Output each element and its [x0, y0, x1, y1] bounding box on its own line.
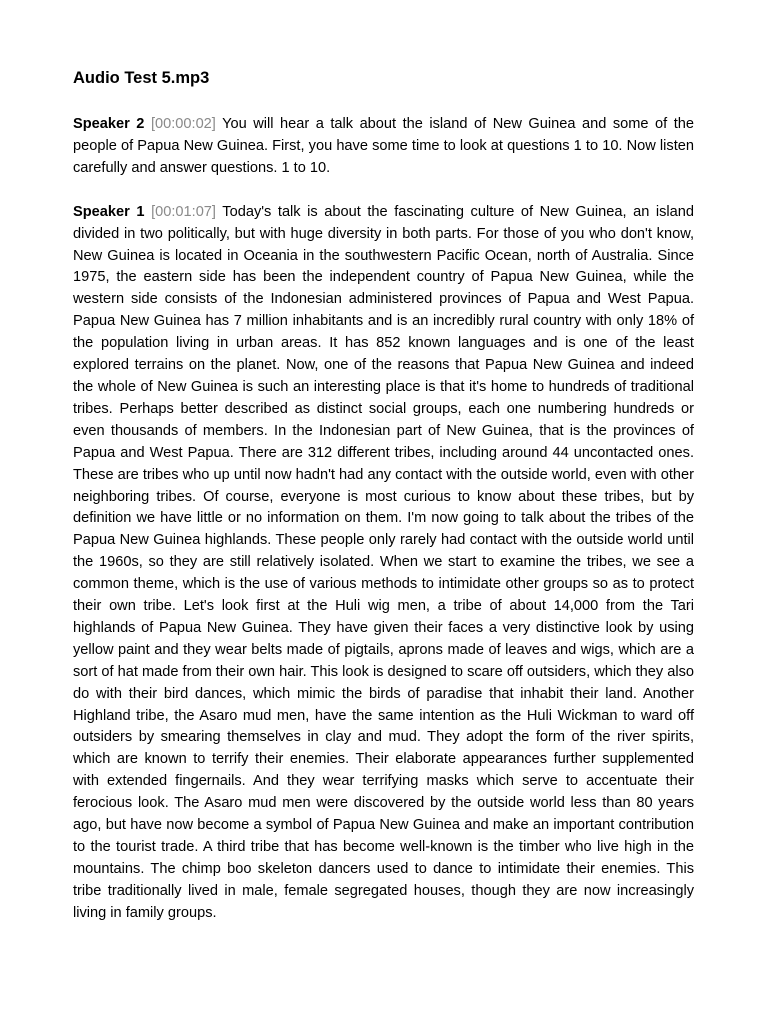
speaker-label: Speaker 2 — [73, 116, 145, 132]
document-page — [73, 64, 694, 947]
timestamp: [00:00:02] — [150, 116, 216, 132]
transcript-text: You will hear a talk about the island of New Guinea and some of the people of Papua New Guinea. First, you have some time to look at questions 1 to 10. Now listen carefully and answer questions. 1 to 10. — [73, 116, 694, 176]
transcript-text: Today's talk is about the fascinating culture of New Guinea, an island divided in two politically, but with huge diversity in both parts. For those of you who don't know, New Guinea is located in Oceania in the southwestern Pacific Ocean, north of Australia. Since 1975, the eastern side has been the independent country of Papua New Guinea, while the western side consists of the Indonesian administered provinces of Papua and West Papua. Papua New Guinea has 7 million inhabitants and is an incredibly rural country with only 18% of the population living in urban areas. It has 852 known languages and is one of the least explored terrains on the planet. Now, one of the reasons that Papua New Guinea and indeed the whole of New Guinea is such an interesting place is that it's home to hundreds of traditional tribes. Perhaps better described as distinct social groups, each one numbering hundreds or even thousands of members. In the Indonesian part of New Guinea, that is the provinces of Papua and West Papua. There are 312 different tribes, including around 44 uncontacted ones. These are tribes who up until now hadn't had any contact with the outside world, even with other neighboring tribes. Of course, everyone is most curious to know about these tribes, but by definition we have little or no information on them. I'm now going to talk about the tribes of the Papua New Guinea highlands. These people only rarely had contact with the outside world until the 1960s, so they are still relatively isolated. When we start to examine the tribes, we see a common theme, which is the use of various methods to intimidate other groups so as to protect their own tribe. Let's look first at the Huli wig men, a tribe of about 14,000 from the Tari highlands of Papua New Guinea. They have given their faces a very distinctive look by using yellow paint and they wear belts made of pigtails, aprons made of leaves and wigs, which are a sort of hat made from their own hair. This look is designed to scare off outsiders, which they also do with their bird dances, which mimic the birds of paradise that inhabit their land. Another Highland tribe, the Asaro mud men, have the same intention as the Huli Wickman to ward off outsiders by smearing themselves in clay and mud. They adopt the form of the river spirits, which are known to terrify their enemies. Their elaborate appearances further supplemented with extended fingernails. And they wear terrifying masks which serve to accentuate their ferocious look. The Asaro mud men were discovered by the outside world less than 80 years ago, but have now become a symbol of Papua New Guinea and make an important contribution to the tourist trade. A third tribe that has become well-known is the timber who live high in the mountains. The chimp boo skeleton dancers used to dance to intimidate their enemies. This tribe traditionally lived in male, female segregated houses, though they are now increasingly living in family groups. — [73, 203, 695, 921]
document-title: Audio Test 5.mp3 — [73, 69, 210, 87]
transcript-entry — [73, 202, 694, 925]
timestamp: [00:01:07] — [151, 203, 216, 220]
speaker-label: Speaker 1 — [73, 203, 145, 220]
transcript-entry — [73, 114, 694, 180]
